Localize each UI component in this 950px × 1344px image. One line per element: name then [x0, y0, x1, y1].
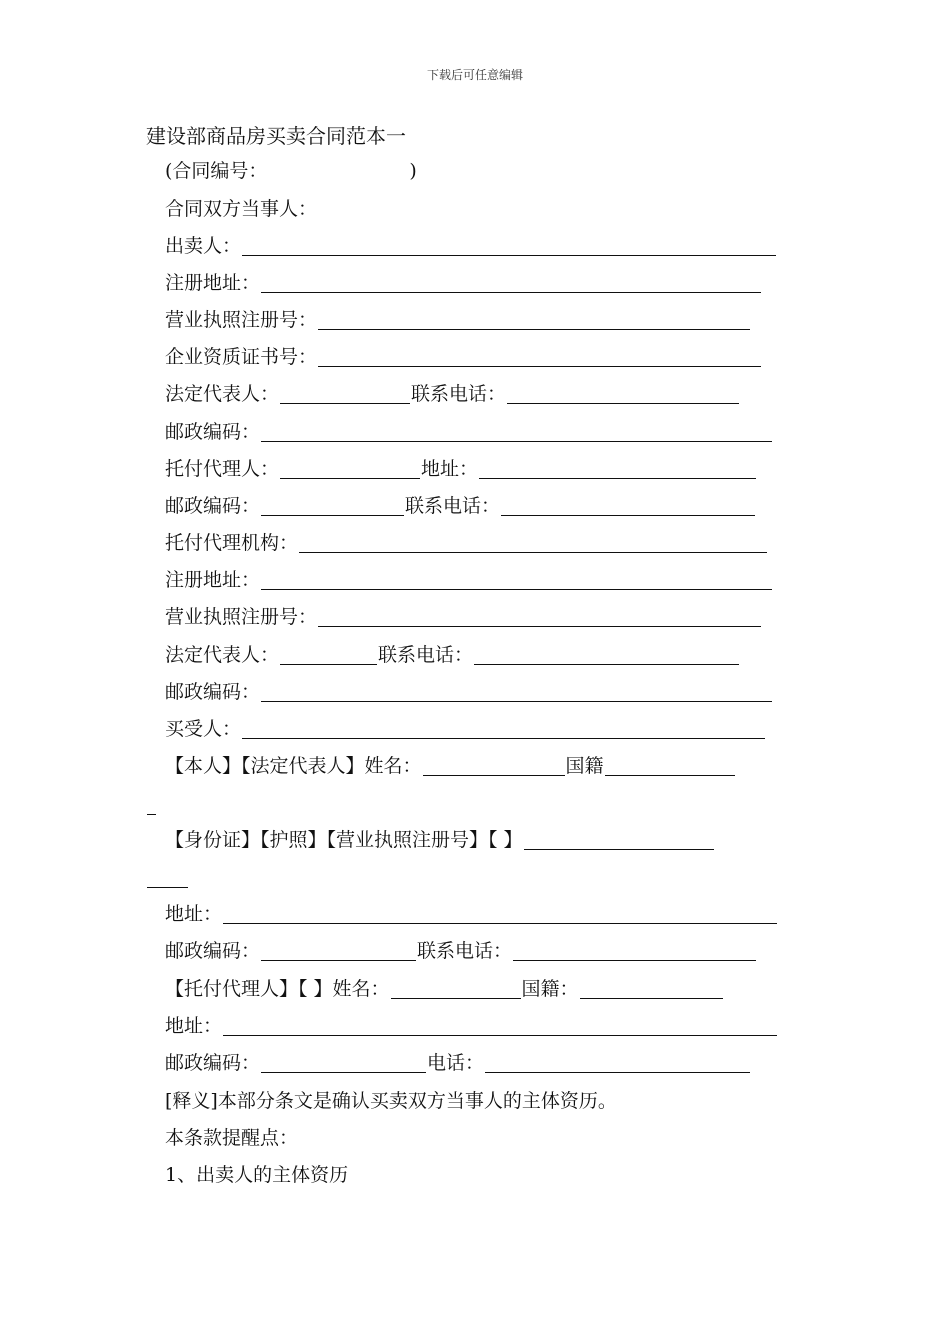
- buyer-identity-line: [165, 753, 736, 779]
- buyer-name-blank[interactable]: [423, 755, 565, 776]
- page-header: 下载后可任意编辑: [426, 68, 523, 82]
- seller-legal-rep-blank[interactable]: [280, 383, 410, 404]
- seller-phone-blank[interactable]: [507, 383, 739, 404]
- seller-license-label: 营业执照注册号：: [165, 309, 318, 331]
- buyer-agent-postcode-label: 邮政编码：: [165, 1052, 261, 1074]
- seller-agent-address-blank[interactable]: [479, 458, 756, 479]
- agency-reg-address-blank[interactable]: [261, 569, 772, 590]
- agency-license-line: [165, 604, 762, 630]
- seller-license-blank[interactable]: [318, 309, 750, 330]
- contract-number-close: ): [409, 160, 417, 182]
- buyer-agent-nationality-blank[interactable]: [580, 978, 723, 999]
- buyer-phone-label: 联系电话：: [417, 940, 513, 962]
- buyer-nationality-blank-wrap[interactable]: [147, 794, 156, 815]
- buyer-id-blank[interactable]: [524, 829, 714, 850]
- buyer-postcode-label: 邮政编码：: [165, 940, 261, 962]
- seller-phone2-blank[interactable]: [501, 495, 755, 516]
- buyer-agent-address-label: 地址：: [165, 1015, 223, 1037]
- buyer-identity-label: 【本人】【法定代表人】姓名：: [165, 755, 422, 777]
- document-title: 建设部商品房买卖合同范本一: [146, 124, 406, 148]
- seller-line: [165, 233, 777, 259]
- buyer-phone-blank[interactable]: [513, 940, 756, 961]
- seller-qualification-blank[interactable]: [318, 346, 761, 367]
- buyer-id-blank-wrap[interactable]: [147, 867, 188, 888]
- buyer-agent-postcode-blank[interactable]: [261, 1052, 426, 1073]
- contract-number-label: (合同编号：: [165, 160, 268, 182]
- buyer-agent-address-line: [165, 1013, 778, 1039]
- seller-agent-label: 托付代理人：: [165, 458, 280, 480]
- seller-postcode-label: 邮政编码：: [165, 421, 261, 443]
- seller-qualification-label: 企业资质证书号：: [165, 346, 318, 368]
- agency-postcode-label: 邮政编码：: [165, 681, 261, 703]
- buyer-label: 买受人：: [165, 718, 242, 740]
- seller-qualification-line: [165, 344, 762, 370]
- seller-legal-rep-label: 法定代表人：: [165, 383, 280, 405]
- seller-reg-address-blank[interactable]: [261, 272, 761, 293]
- buyer-nationality-label: 国籍: [565, 755, 604, 777]
- buyer-address-blank[interactable]: [223, 903, 777, 924]
- note-text: [释义]本部分条文是确认买卖双方当事人的主体资历。: [165, 1090, 617, 1112]
- buyer-agent-line: [165, 976, 724, 1002]
- seller-reg-address-label: 注册地址：: [165, 272, 261, 294]
- contract-number-line: [165, 158, 417, 184]
- agency-license-blank[interactable]: [318, 606, 761, 627]
- buyer-postcode-blank[interactable]: [261, 940, 416, 961]
- point1-line: [165, 1162, 348, 1188]
- seller-blank[interactable]: [242, 235, 776, 256]
- buyer-agent-phone-label: 电话：: [427, 1052, 485, 1074]
- seller-agent-blank[interactable]: [280, 458, 420, 479]
- buyer-agent-name-blank[interactable]: [391, 978, 521, 999]
- seller-phone-label: 联系电话：: [411, 383, 507, 405]
- buyer-agent-nationality-label: 国籍：: [521, 978, 579, 1000]
- point1-text: 1、出卖人的主体资历: [165, 1164, 349, 1186]
- buyer-id-line: [165, 827, 715, 853]
- buyer-agent-address-blank[interactable]: [223, 1015, 777, 1036]
- parties-label: 合同双方当事人：: [165, 198, 318, 220]
- note-line: [165, 1088, 617, 1114]
- buyer-nationality-blank[interactable]: [605, 755, 735, 776]
- reminder-line: [165, 1125, 298, 1151]
- agency-legal-rep-label: 法定代表人：: [165, 644, 280, 666]
- buyer-blank[interactable]: [242, 718, 765, 739]
- buyer-agent-postcode-line: [165, 1050, 751, 1076]
- seller-agent-address-label: 地址：: [421, 458, 479, 480]
- seller-agent-line: [165, 456, 757, 482]
- agency-legal-rep-line: [165, 642, 740, 668]
- seller-phone2-label: 联系电话：: [405, 495, 501, 517]
- buyer-agent-phone-blank[interactable]: [485, 1052, 750, 1073]
- buyer-postcode-line: [165, 938, 757, 964]
- seller-license-line: [165, 307, 751, 333]
- buyer-line: [165, 716, 766, 742]
- buyer-id-types-label: 【身份证】【护照】【营业执照注册号】【 】: [165, 829, 523, 851]
- agency-legal-rep-blank[interactable]: [280, 644, 377, 665]
- buyer-nationality-wrap: [146, 794, 157, 823]
- buyer-agent-label: 【托付代理人】【 】姓名：: [165, 978, 390, 1000]
- agency-license-label: 营业执照注册号：: [165, 606, 318, 628]
- reminder-text: 本条款提醒点：: [165, 1127, 299, 1149]
- buyer-address-label: 地址：: [165, 903, 223, 925]
- seller-postcode2-label: 邮政编码：: [165, 495, 261, 517]
- agency-postcode-line: [165, 679, 773, 705]
- seller-postcode-blank[interactable]: [261, 421, 772, 442]
- seller-legal-rep-line: [165, 381, 740, 407]
- seller-reg-address-line: [165, 270, 762, 296]
- agency-reg-address-line: [165, 567, 773, 593]
- seller-postcode2-blank[interactable]: [261, 495, 404, 516]
- buyer-id-wrap: [146, 867, 189, 896]
- seller-agency-line: [165, 530, 768, 556]
- seller-label: 出卖人：: [165, 235, 242, 257]
- agency-postcode-blank[interactable]: [261, 681, 772, 702]
- agency-phone-label: 联系电话：: [378, 644, 474, 666]
- seller-postcode-line: [165, 419, 773, 445]
- parties-heading: [165, 196, 317, 222]
- seller-agency-blank[interactable]: [299, 532, 767, 553]
- seller-postcode2-line: [165, 493, 756, 519]
- seller-agency-label: 托付代理机构：: [165, 532, 299, 554]
- agency-reg-address-label: 注册地址：: [165, 569, 261, 591]
- agency-phone-blank[interactable]: [474, 644, 739, 665]
- buyer-address-line: [165, 901, 778, 927]
